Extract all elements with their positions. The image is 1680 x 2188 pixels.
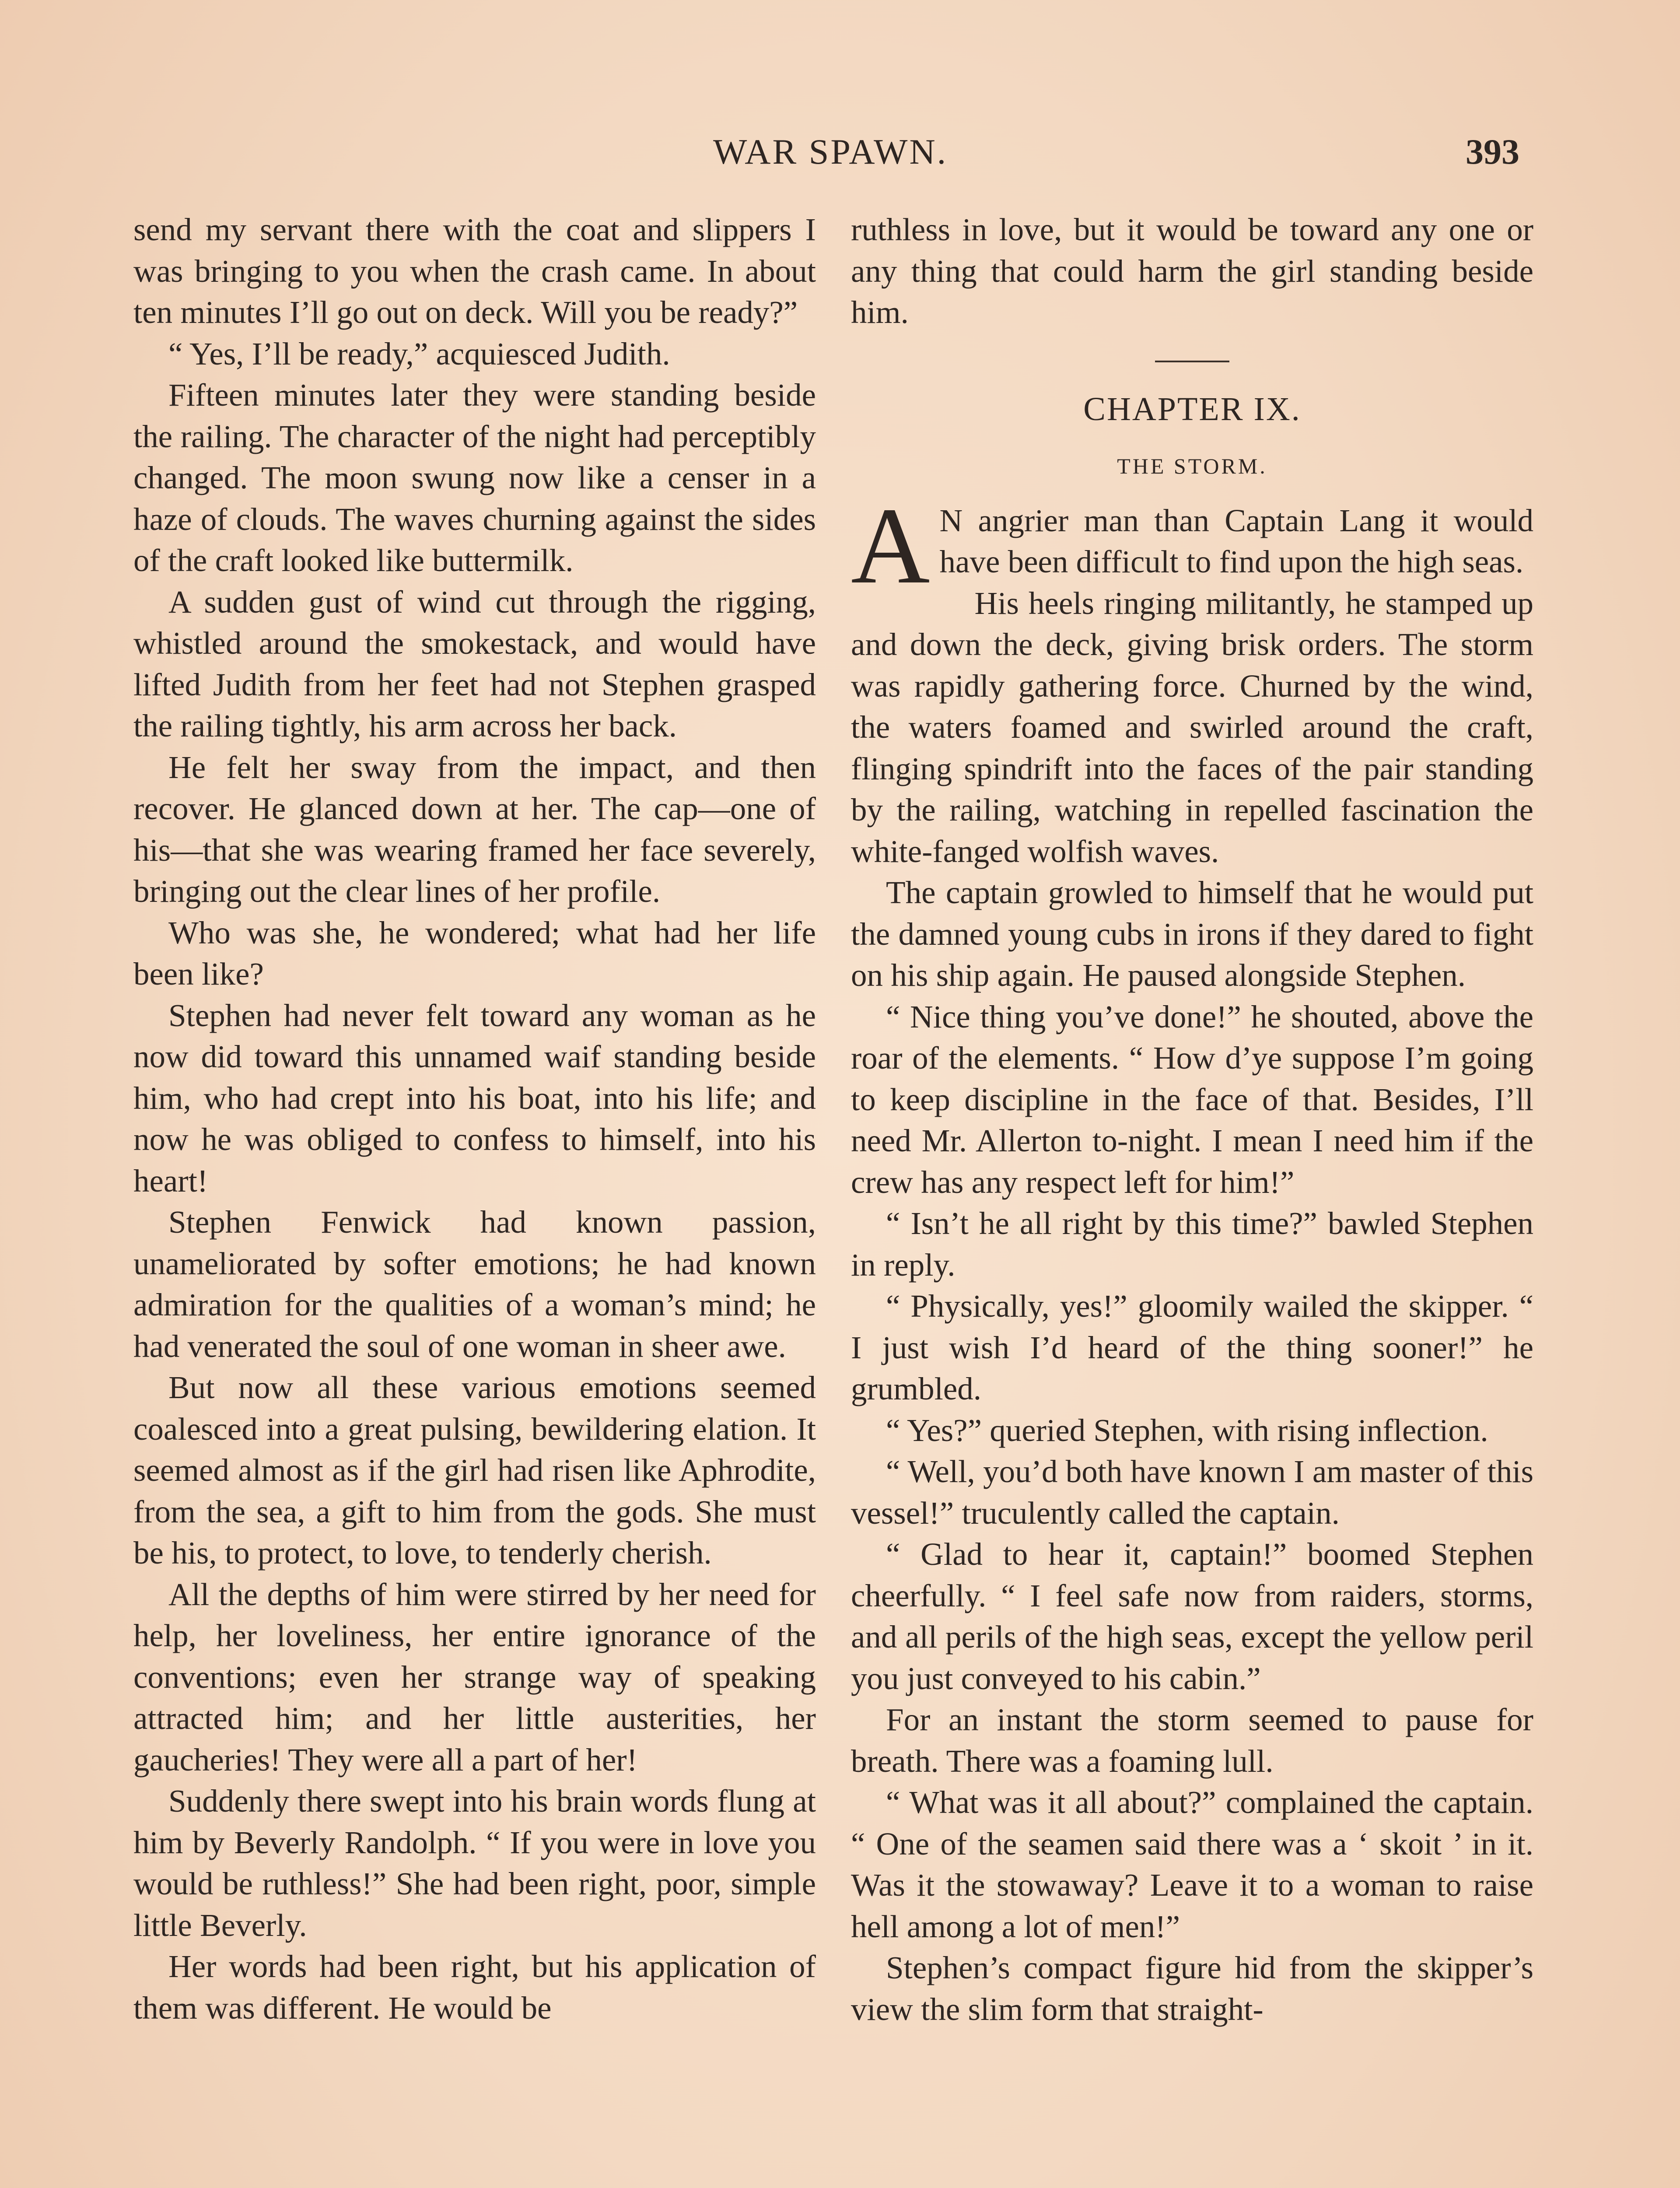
- paragraph: “ Physically, yes!” gloomily wailed the skipper. “ I just wish I’d heard of the thing sooner!” he grumbled.: [851, 1288, 1533, 1406]
- paragraph: The captain growled to himself that he would put the damned young cubs in irons if they dared to fight on his ship again. He paused alongside Stephen.: [851, 875, 1533, 993]
- chapter-opening-paragraph: [851, 485, 1533, 607]
- paragraph: Who was she, he wondered; what had her life been like?: [133, 915, 816, 992]
- page-number: 393: [1466, 132, 1519, 172]
- paragraph: Stephen Fenwick had known passion, unameliorated by softer emotions; he had known admiration for the qualities of a woman’s mind; he had venerated the soul of one woman in sheer awe.: [133, 1204, 816, 1364]
- paragraph: ruthless in love, but it would be toward any one or any thing that could harm the girl standing beside him.: [851, 212, 1533, 330]
- paragraph: Her words had been right, but his application of them was different. He would be: [133, 1949, 816, 2026]
- paragraph: Fifteen minutes later they were standing beside the railing. The character of the night had perceptibly changed. The moon swung now like a censer in a haze of clouds. The waves churning against the sides of the craft looked like buttermilk.: [133, 377, 816, 578]
- drop-cap: A: [851, 485, 930, 607]
- opening-text: N angrier man than Captain Lang it would have been difficult to find upon the high seas.: [939, 502, 1533, 579]
- paragraph: Stephen’s compact figure hid from the skipper’s view the slim form that straight-: [851, 1950, 1533, 2027]
- paragraph: His heels ringing militantly, he stamped up and down the deck, giving brisk orders. The storm was rapidly gathering force. Churned by the wind, the waters foamed and swirled around the craft, flinging spindrift into the faces of the pair standing by the railing, watching in repelled fascination the white-fanged wolfish waves.: [851, 585, 1533, 869]
- paragraph: A sudden gust of wind cut through the rigging, whistled around the smokestack, and would have lifted Judith from her feet had not Stephen grasped the railing tightly, his arm across her back.: [133, 584, 816, 743]
- paragraph: “ What was it all about?” complained the captain. “ One of the seamen said there was a ‘ skoit ’ in it. Was it the stowaway? Leave it to a woman to raise hell among a lot of men!”: [851, 1785, 1533, 1944]
- running-title: WAR SPAWN.: [713, 132, 948, 172]
- paragraph: send my servant there with the coat and slippers I was bringing to you when the crash came. In about ten minutes I’ll go out on deck. Will you be ready?”: [133, 212, 816, 330]
- paragraph: “ Glad to hear it, captain!” boomed Stephen cheerfully. “ I feel safe now from raiders, storms, and all perils of the high seas, except the yellow peril you just conveyed to his cabin.”: [851, 1536, 1533, 1696]
- paragraph: “ Yes?” queried Stephen, with rising inflection.: [886, 1412, 1488, 1448]
- left-column: [133, 209, 816, 2029]
- paragraph: All the depths of him were stirred by her need for help, her loveliness, her entire ignorance of the conventions; even her strange way of speaking attracted him; and her little austerities, her gaucheries! They were all a part of her!: [133, 1576, 816, 1778]
- right-column: [851, 209, 1533, 2030]
- paragraph: Stephen had never felt toward any woman as he now did toward this unnamed waif standing beside him, who had crept into his boat, into his life; and now he was obliged to confess to himself, into his heart!: [133, 997, 816, 1199]
- paragraph: For an instant the storm seemed to pause for breath. There was a foaming lull.: [851, 1702, 1533, 1779]
- paragraph: “ Well, you’d both have known I am master of this vessel!” truculently called the captain.: [851, 1454, 1533, 1531]
- running-head: [0, 131, 1680, 179]
- paragraph: But now all these various emotions seemed coalesced into a great pulsing, bewildering elation. It seemed almost as if the girl had risen like Aphrodite, from the sea, a gift to him from the gods. She must be his, to protect, to love, to tenderly cherish.: [133, 1370, 816, 1571]
- paragraph: “ Isn’t he all right by this time?” bawled Stephen in reply.: [851, 1206, 1533, 1283]
- chapter-title: CHAPTER IX.: [1083, 390, 1301, 428]
- paragraph: “ Yes, I’ll be ready,” acquiesced Judith.: [168, 336, 670, 372]
- section-divider: [1155, 361, 1229, 362]
- chapter-subtitle: THE STORM.: [1117, 454, 1267, 478]
- paragraph: He felt her sway from the impact, and then recover. He glanced down at her. The cap—one of his—that she was wearing framed her face severely, bringing out the clear lines of her profile.: [133, 749, 816, 909]
- paragraph: Suddenly there swept into his brain words flung at him by Beverly Randolph. “ If you were in love you would be ruthless!” She had been right, poor, simple little Beverly.: [133, 1783, 816, 1943]
- paragraph: “ Nice thing you’ve done!” he shouted, above the roar of the elements. “ How d’ye suppose I’m going to keep discipline in the face of that. Besides, I’ll need Mr. Allerton to-night. I mean I need him if the crew has any respect left for him!”: [851, 999, 1533, 1200]
